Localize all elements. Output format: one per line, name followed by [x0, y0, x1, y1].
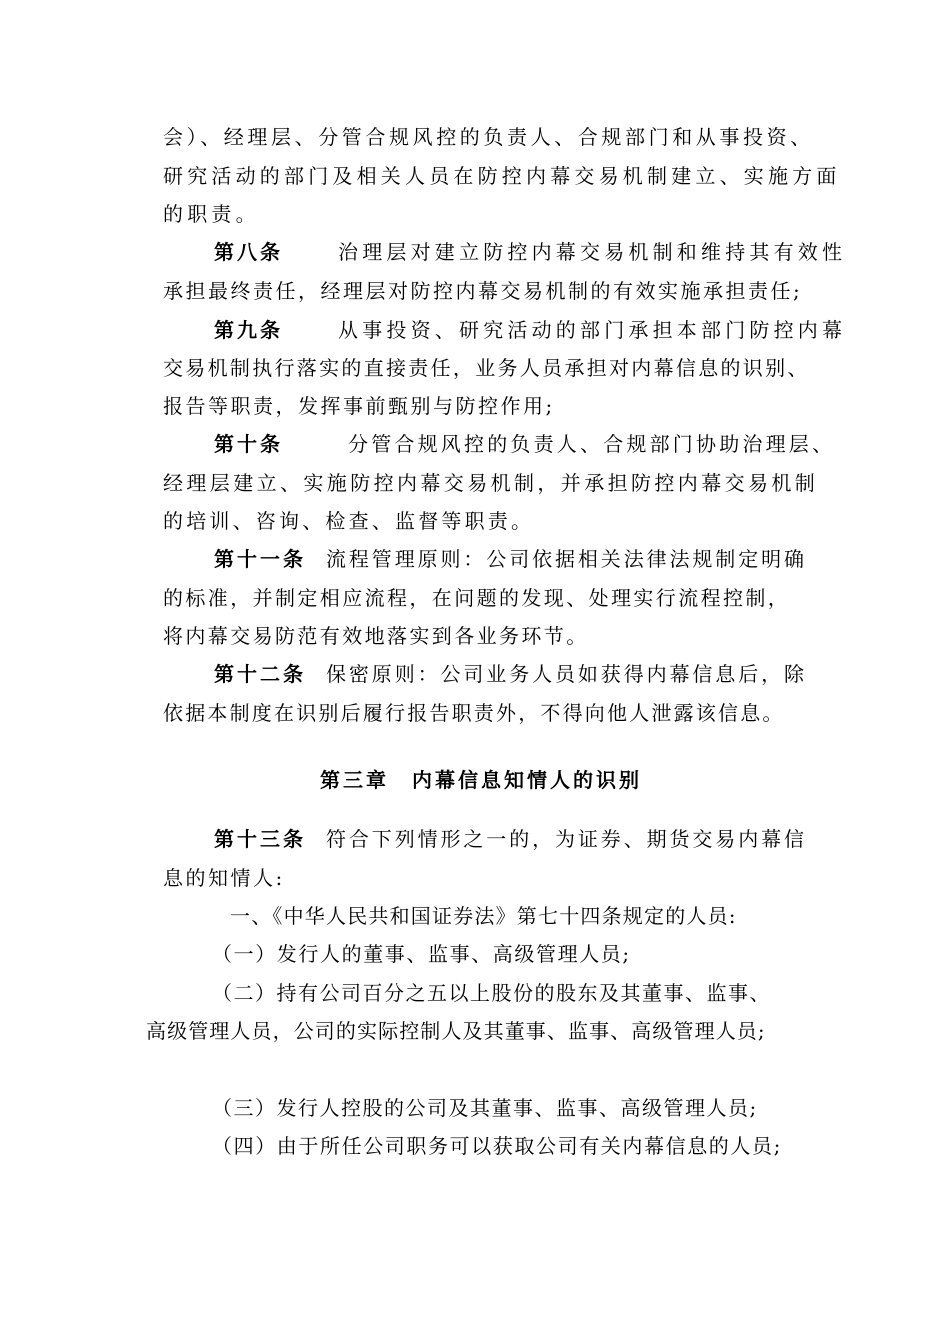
paragraph-line: 分管合规风控的负责人、合规部门协助治理层、 — [348, 432, 836, 456]
article-10-label: 第十条 — [214, 432, 283, 456]
list-item: （二）持有公司百分之五以上股份的股东及其董事、监事、 — [212, 981, 771, 1005]
paragraph-line: 研究活动的部门及相关人员在防控内幕交易机制建立、实施方面 — [163, 164, 841, 188]
paragraph-line: 的职责。 — [163, 202, 260, 226]
article-12-label: 第十二条 — [214, 662, 306, 686]
paragraph-line: 交易机制执行落实的直接责任，业务人员承担对内幕信息的识别、 — [163, 356, 810, 380]
paragraph-line: 保密原则：公司业务人员如获得内幕信息后，除 — [326, 662, 807, 686]
article-11-label: 第十一条 — [214, 547, 306, 571]
paragraph-line: 流程管理原则：公司依据相关法律法规制定明确 — [326, 547, 807, 571]
paragraph-line: 的培训、咨询、检查、监督等职责。 — [163, 509, 535, 533]
paragraph-line: 治理层对建立防控内幕交易机制和维持其有效性 — [338, 240, 847, 264]
paragraph-line: 会）、经理层、分管合规风控的负责人、合规部门和从事投资、 — [163, 125, 814, 149]
article-9-label: 第九条 — [214, 318, 283, 342]
list-item: 高级管理人员，公司的实际控制人及其董事、监事、高级管理人员; — [146, 1019, 766, 1043]
paragraph-line: 报告等职责，发挥事前甄别与防控作用; — [163, 394, 555, 418]
paragraph-line: 符合下列情形之一的，为证券、期货交易内幕信 — [326, 827, 807, 851]
article-13-label: 第十三条 — [214, 827, 306, 851]
list-item: （四）由于所任公司职务可以获取公司有关内幕信息的人员; — [212, 1134, 782, 1158]
paragraph-line: 的标准，并制定相应流程，在问题的发现、处理实行流程控制， — [163, 586, 791, 610]
paragraph-line: 从事投资、研究活动的部门承担本部门防控内幕 — [338, 318, 847, 342]
paragraph-line: 将内幕交易防范有效地落实到各业务环节。 — [163, 624, 589, 648]
paragraph-line: 依据本制度在识别后履行报告职责外，不得向他人泄露该信息。 — [163, 701, 785, 725]
article-8-label: 第八条 — [214, 240, 283, 264]
list-item: （一）发行人的董事、监事、高级管理人员; — [212, 942, 631, 966]
paragraph-line: 承担最终责任，经理层对防控内幕交易机制的有效实施承担责任; — [163, 279, 803, 303]
list-item: 一、《中华人民共和国证券法》第七十四条规定的人员: — [230, 904, 737, 928]
paragraph-line: 息的知情人: — [163, 866, 285, 890]
chapter-title: 第三章 内幕信息知情人的识别 — [320, 768, 642, 792]
paragraph-line: 经理层建立、实施防控内幕交易机制，并承担防控内幕交易机制 — [163, 471, 819, 495]
list-item: （三）发行人控股的公司及其董事、监事、高级管理人员; — [212, 1096, 758, 1120]
